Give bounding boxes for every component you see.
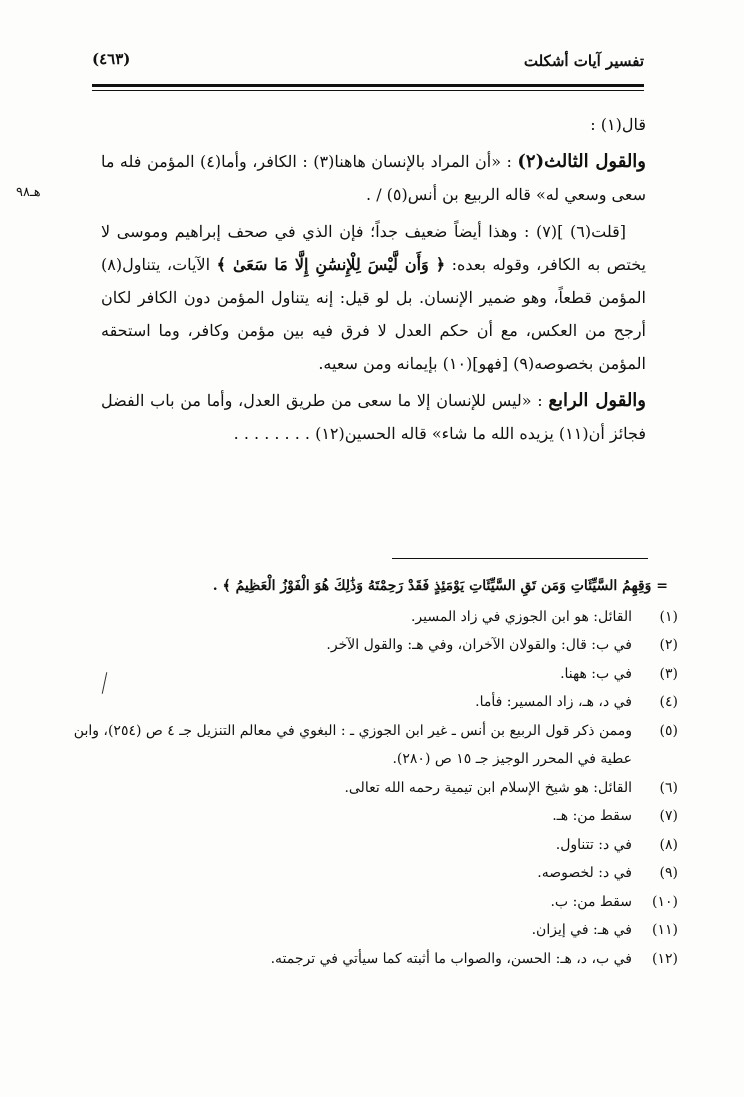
commentary-text-b: الآيات، يتناول(٨) المؤمن قطعاً، وهو ضمير الإنسان. بل لو قيل: إنه يتناول المؤمن دون الكافر لكان أرجح من العكس، مع أن حكم العدل لا فرق فيه بين مؤمن وكافر، وما استحقه المؤمن بخصوصه(٩) [فهو](١٠) بإيمانه ومن سعيه. bbox=[101, 255, 646, 373]
footnote-number: (٩) bbox=[659, 865, 678, 881]
footnote-number: (١٠) bbox=[652, 893, 678, 910]
footnote-item bbox=[68, 831, 678, 860]
paragraph-commentary bbox=[101, 215, 646, 380]
paragraph-third-opinion bbox=[101, 145, 646, 211]
footnote-item bbox=[68, 717, 678, 774]
footnote-text: في ب، د، هـ: الحسن، والصواب ما أثبته كما سيأتي في ترجمته. bbox=[270, 950, 632, 967]
ellipsis-dots: . . . . . . . . bbox=[233, 424, 310, 443]
footnote-item bbox=[68, 688, 678, 717]
commentary-text-a: : وهذا أيضاً ضعيف جداً؛ فإن الذي في صحف إبراهيم وموسى لا يختص به الكافر، وقوله بعده: bbox=[101, 222, 647, 274]
footnotes bbox=[68, 572, 678, 973]
main-text bbox=[101, 108, 646, 454]
margin-note: هـ٩٨ bbox=[16, 185, 41, 200]
footnote-continuation: = وَقِهِمُ السَّيِّئَاتِ وَمَن تَقِ السَّيِّئَاتِ يَوْمَئِذٍ فَقَدْ رَحِمْتَهُ وَذَٰلِكَ هُوَ الْفَوْزُ الْعَظِيمُ ﴾ . bbox=[212, 578, 668, 594]
footnote-text: في ب: قال: والقولان الآخران، وفي هـ: والقول الآخر. bbox=[326, 637, 632, 653]
footnote-number: (١٢) bbox=[652, 950, 678, 967]
footnote-number: (٢) bbox=[659, 637, 678, 653]
footnote-text: في ب: ههنا. bbox=[560, 665, 632, 682]
footnote-item bbox=[68, 660, 678, 689]
footnote-text: القائل: هو شيخ الإسلام ابن تيمية رحمه الله تعالى. bbox=[344, 779, 632, 796]
paragraph-fourth-opinion bbox=[101, 384, 646, 450]
footnote-item bbox=[68, 859, 678, 888]
quran-verse: ﴿ وَأَن لَّيْسَ لِلْإِنسَٰنِ إِلَّا مَا سَعَىٰ ﴾ bbox=[216, 255, 446, 274]
footnote-item bbox=[68, 802, 678, 831]
footnote-item bbox=[68, 603, 678, 632]
footnote-number: (١١) bbox=[652, 922, 678, 938]
commentary-label: [قلت(٦) ](٧) bbox=[536, 222, 626, 241]
footnote-number: (١) bbox=[659, 608, 678, 625]
footnote-separator bbox=[392, 558, 648, 559]
footnote-item bbox=[68, 774, 678, 803]
footnote-item bbox=[68, 916, 678, 945]
footnote-text: وممن ذكر قول الربيع بن أنس ـ غير ابن الجوزي ـ : البغوي في معالم التنزيل جـ ٤ ص (٢٥٤)، وابن عطية في المحرر الوجيز جـ ١٥ ص (٢٨٠). bbox=[73, 722, 632, 767]
footnote-number: (٣) bbox=[659, 665, 678, 682]
heading-third-opinion: والقول الثالث(٢) bbox=[517, 151, 646, 172]
third-opinion-text: : «أن المراد بالإنسان هاهنا(٣) : الكافر، وأما(٤) المؤمن فله ما سعى وسعي له» قاله الربيع بن أنس(٥) / . bbox=[101, 152, 646, 204]
footnote-item bbox=[68, 945, 678, 974]
header-rule-thin bbox=[92, 90, 644, 91]
heading-fourth-opinion: والقول الرابع bbox=[548, 390, 646, 411]
footnote-text: في د، هـ، زاد المسير: فأما. bbox=[475, 694, 632, 710]
footnote-text: القائل: هو ابن الجوزي في زاد المسير. bbox=[410, 608, 632, 625]
footnote-number: (٤) bbox=[659, 694, 678, 710]
footnote-number: (٥) bbox=[659, 722, 678, 739]
fourth-opinion-text: : «ليس للإنسان إلا ما سعى من طريق العدل، وأما من باب الفضل فجائز أن(١١) يزيده الله ما شاء» قاله الحسين(١٢) bbox=[101, 391, 646, 443]
footnote-text: سقط من: هـ. bbox=[552, 808, 632, 824]
footnote-number: (٧) bbox=[659, 808, 678, 824]
footnote-text: في د: تتناول. bbox=[555, 836, 632, 853]
footnote-text: في هـ: في إيزان. bbox=[531, 922, 632, 938]
footnote-number: (٦) bbox=[659, 779, 678, 796]
running-header-title: تفسير آيات أشكلت bbox=[523, 52, 644, 70]
footnote-item bbox=[68, 631, 678, 660]
footnote-number: (٨) bbox=[659, 836, 678, 853]
paragraph-intro: قال(١) : bbox=[590, 115, 646, 134]
page-number: (٤٦٣) bbox=[92, 50, 131, 68]
footnote-item bbox=[68, 888, 678, 917]
footnote-text: في د: لخصوصه. bbox=[537, 865, 632, 881]
footnote-text: سقط من: ب. bbox=[550, 893, 632, 910]
header-rule-thick bbox=[92, 84, 644, 87]
